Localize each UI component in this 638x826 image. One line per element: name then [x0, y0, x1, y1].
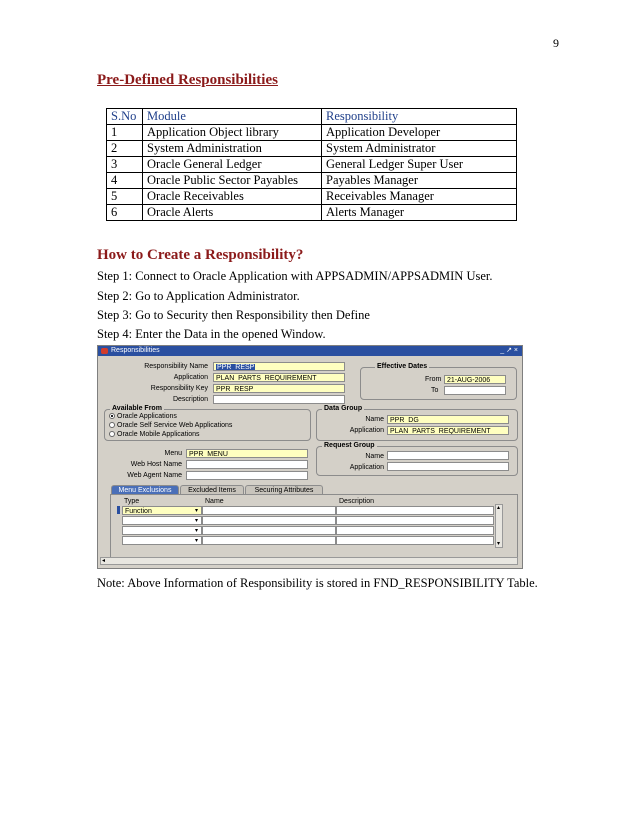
radio-icon	[109, 431, 115, 437]
section-title-create: How to Create a Responsibility?	[97, 247, 304, 263]
current-record-indicator	[117, 506, 120, 514]
available-from-title: Available From	[112, 405, 162, 412]
header-responsibility: Responsibility	[322, 109, 517, 125]
label-rg-name: Name	[365, 453, 384, 460]
data-group-title: Data Group	[324, 405, 363, 412]
tab-excluded-items[interactable]: Excluded Items	[180, 485, 244, 495]
tab-menu-exclusions[interactable]: Menu Exclusions	[111, 485, 179, 495]
header-module: Module	[143, 109, 322, 125]
step-3: Step 3: Go to Security then Responsibility then Define	[97, 308, 370, 322]
request-group-title: Request Group	[324, 442, 375, 449]
label-responsibility-name: Responsibility Name	[144, 363, 208, 370]
table-row	[107, 125, 517, 141]
to-date-field[interactable]	[444, 386, 506, 395]
radio-mobile-applications[interactable]: Oracle Mobile Applications	[109, 431, 200, 438]
responsibility-key-field[interactable]: PPR_RESP	[213, 384, 345, 393]
cell-sno: 6	[107, 205, 143, 221]
description-grid-field[interactable]	[336, 536, 494, 545]
chevron-down-icon[interactable]: ▾	[195, 518, 199, 524]
window-titlebar[interactable]	[98, 346, 522, 356]
menu-field[interactable]: PPR_MENU	[186, 449, 308, 458]
tab-securing-attributes[interactable]: Securing Attributes	[245, 485, 323, 495]
responsibilities-table	[106, 108, 517, 221]
chevron-down-icon[interactable]: ▾	[195, 528, 199, 534]
web-host-name-field[interactable]	[186, 460, 308, 469]
responsibility-name-field[interactable]: PPR_RESP	[213, 362, 345, 371]
type-select[interactable]	[122, 536, 202, 545]
label-application: Application	[173, 374, 208, 381]
oracle-window-icon	[101, 348, 108, 354]
label-description: Description	[172, 396, 208, 403]
web-agent-name-field[interactable]	[186, 471, 308, 480]
section-title-predefined: Pre-Defined Responsibilities	[97, 72, 278, 88]
label-dg-name: Name	[365, 416, 384, 423]
cell-responsibility: Payables Manager	[322, 173, 517, 189]
description-field[interactable]	[213, 395, 345, 404]
horizontal-scrollbar[interactable]	[100, 557, 518, 565]
step-1: Step 1: Connect to Oracle Application with APPSADMIN/APPSADMIN User.	[97, 269, 493, 283]
description-grid-field[interactable]	[336, 506, 494, 515]
name-field[interactable]	[202, 506, 336, 515]
column-header-type: Type	[124, 498, 140, 505]
from-date-field[interactable]: 21-AUG-2006	[444, 375, 506, 384]
label-to: To	[431, 387, 439, 394]
table-row	[107, 141, 517, 157]
type-select[interactable]	[122, 516, 202, 525]
table-header-row	[107, 109, 517, 125]
chevron-down-icon[interactable]: ▾	[195, 538, 199, 544]
cell-sno: 3	[107, 157, 143, 173]
cell-sno: 1	[107, 125, 143, 141]
radio-self-service-web[interactable]: Oracle Self Service Web Applications	[109, 422, 232, 429]
name-field[interactable]	[202, 536, 336, 545]
label-dg-application: Application	[349, 427, 384, 434]
label-responsibility-key: Responsibility Key	[150, 385, 208, 392]
cell-responsibility: General Ledger Super User	[322, 157, 517, 173]
request-group-name-field[interactable]	[387, 451, 509, 460]
cell-sno: 5	[107, 189, 143, 205]
effective-dates-title: Effective Dates	[377, 363, 428, 370]
cell-module: Application Object library	[143, 125, 322, 141]
cell-responsibility: Alerts Manager	[322, 205, 517, 221]
label-from: From	[425, 376, 442, 383]
label-rg-application: Application	[349, 464, 384, 471]
scroll-left-icon[interactable]: ◂	[102, 558, 106, 564]
scroll-down-icon[interactable]: ▾	[497, 541, 501, 547]
window-controls[interactable]: _ ↗ ×	[500, 347, 518, 354]
label-web-agent-name: Web Agent Name	[127, 472, 182, 479]
cell-sno: 2	[107, 141, 143, 157]
type-select[interactable]	[122, 526, 202, 535]
column-header-description: Description	[339, 498, 375, 505]
table-row	[107, 157, 517, 173]
page-number: 9	[553, 36, 559, 50]
responsibilities-window	[97, 345, 523, 569]
data-group-application-field[interactable]: PLAN_PARTS_REQUIREMENT	[387, 426, 509, 435]
chevron-down-icon[interactable]: ▾	[195, 508, 199, 514]
label-web-host-name: Web Host Name	[130, 461, 182, 468]
cell-module: Oracle Alerts	[143, 205, 322, 221]
type-select[interactable]: Function	[122, 506, 202, 515]
scroll-up-icon[interactable]: ▴	[497, 505, 501, 511]
name-field[interactable]	[202, 526, 336, 535]
step-4: Step 4: Enter the Data in the opened Window.	[97, 327, 326, 341]
label-menu: Menu	[164, 450, 182, 457]
table-row	[107, 189, 517, 205]
radio-icon	[109, 422, 115, 428]
data-group-name-field[interactable]: PPR_DG	[387, 415, 509, 424]
table-row	[107, 173, 517, 189]
data-group-group	[316, 409, 518, 441]
cell-sno: 4	[107, 173, 143, 189]
cell-module: Oracle Receivables	[143, 189, 322, 205]
cell-responsibility: System Administrator	[322, 141, 517, 157]
cell-responsibility: Application Developer	[322, 125, 517, 141]
column-header-name: Name	[205, 498, 224, 505]
step-2: Step 2: Go to Application Administrator.	[97, 289, 300, 303]
radio-oracle-applications[interactable]: Oracle Applications	[109, 413, 177, 420]
name-field[interactable]	[202, 516, 336, 525]
cell-module: Oracle Public Sector Payables	[143, 173, 322, 189]
description-grid-field[interactable]	[336, 526, 494, 535]
table-row	[107, 205, 517, 221]
request-group-application-field[interactable]	[387, 462, 509, 471]
cell-module: Oracle General Ledger	[143, 157, 322, 173]
note-text: Note: Above Information of Responsibility is stored in FND_RESPONSIBILITY Table.	[97, 576, 538, 590]
description-grid-field[interactable]	[336, 516, 494, 525]
cell-responsibility: Receivables Manager	[322, 189, 517, 205]
cell-module: System Administration	[143, 141, 322, 157]
application-field[interactable]: PLAN_PARTS_REQUIREMENT	[213, 373, 345, 382]
header-sno: S.No	[107, 109, 143, 125]
radio-selected-icon	[109, 413, 115, 419]
window-title: Responsibilities	[111, 347, 160, 354]
